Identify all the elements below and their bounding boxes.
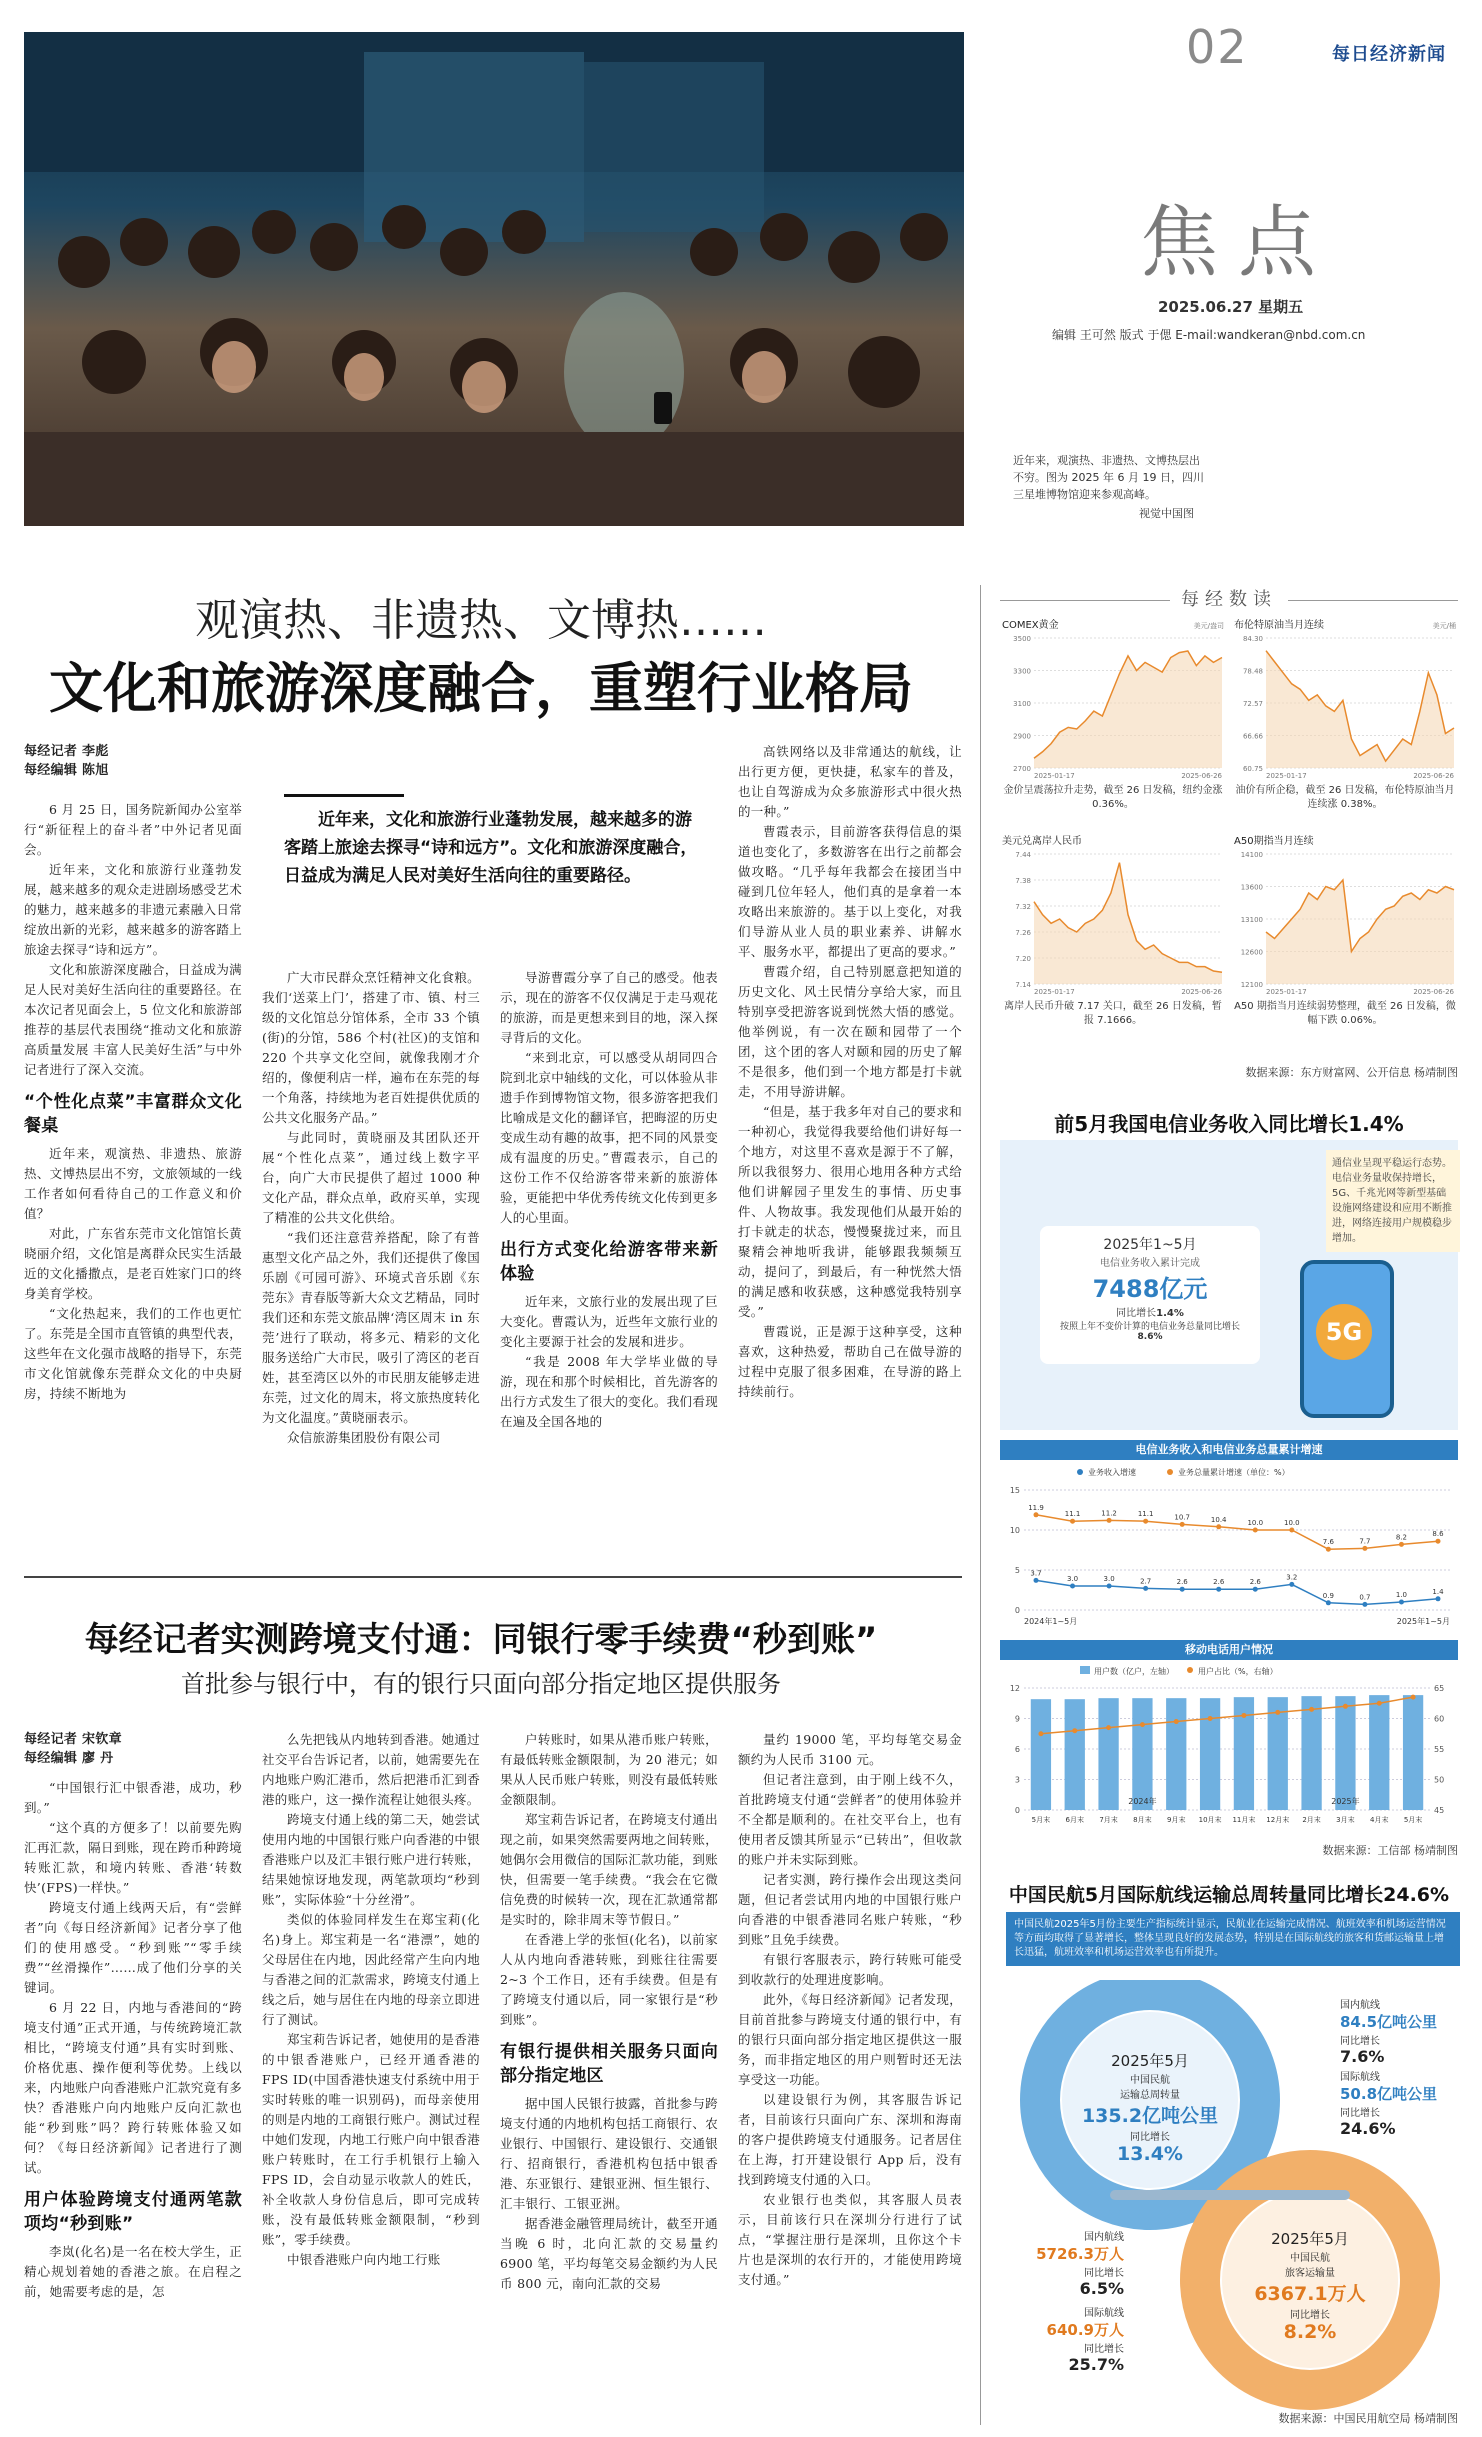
article2-col3: [500, 1730, 718, 2294]
photo-credit: 视觉中国图: [1139, 507, 1194, 520]
revenue-point: [1107, 1584, 1112, 1589]
intl-passengers: [1006, 2304, 1124, 2374]
y-tick-label: 2700: [1013, 765, 1031, 773]
revenue-point: [1436, 1596, 1441, 1601]
x-tick-label: 2025-01-17: [1266, 772, 1307, 780]
growth: 24.6%: [1340, 2119, 1396, 2138]
total-point: [1070, 1519, 1075, 1524]
y-tick-label: 15: [1009, 1486, 1020, 1495]
data-label: 10.0: [1284, 1519, 1300, 1527]
article1-kicker: 观演热、非遗热、文博热……: [195, 595, 767, 646]
market-chart: [1000, 616, 1226, 816]
y-tick-label: 9: [1014, 1714, 1020, 1724]
article2-subhead: 首批参与银行中，有的银行只面向部分指定地区提供服务: [181, 1670, 781, 1698]
article2-col4: [738, 1730, 962, 2290]
chart-title: 布伦特原油当月连续: [1234, 620, 1324, 631]
data-label: 11.1: [1064, 1510, 1081, 1519]
paragraph: 此外，《每日经济新闻》记者发现，目前首批参与跨境支付通的银行中，有的银行只面向部分指定地区提供这一服务，而非指定地区的用户则暂时还无法享受这一功能。: [738, 1992, 962, 2087]
paragraph: 跨境支付通上线两天后，有“尝鲜者”向《每日经济新闻》记者分享了他们的使用感受。“秒到账”“零手续费”“丝滑操作”……成了他们分享的关键词。: [24, 1900, 242, 1995]
paragraph: “我是 2008 年大学毕业做的导游，现在和那个时候相比，首先游客的出行方式发生了很大的变化。我们看现在遍及全国各地的: [500, 1354, 718, 1429]
intl-freight: [1340, 2068, 1458, 2138]
year-label: 2025年: [1331, 1797, 1360, 1806]
telecom-chart1-title: 电信业务收入和电信业务总量累计增速: [1000, 1440, 1458, 1460]
subheading: 用户体验跨境支付通两笔款项均“秒到账”: [24, 2190, 242, 2234]
paragraph: 记者实测，跨行操作会出现这类问题，但记者尝试用内地的中国银行账户向香港的中银香港同名账户转账，“秒到账”且免手续费。: [738, 1872, 962, 1947]
article1-col2: [262, 968, 480, 1448]
issue-date: 2025.06.27 星期五: [1158, 298, 1304, 316]
total-point: [1107, 1518, 1112, 1523]
data-label: 1.4: [1432, 1587, 1444, 1596]
subheading: 有银行提供相关服务只面向部分指定地区: [500, 2042, 718, 2086]
paragraph: 据香港金融管理局统计，截至开通当晚 6 时，北向汇款的交易量约 6900 笔，平均每笔交易金额约为人民币 800 元，南向汇款的交易: [500, 2216, 718, 2291]
paragraph: 6 月 22 日，内地与香港间的“跨境支付通”正式开通，与传统跨境汇款相比，“跨境支付通”具有实时到账、价格优惠、操作便利等优势。上线以来，内地账户向香港账户汇款究竟有多快？香港账户向内地账户反向汇款也能“秒到账”吗？跨行转账体验又如何？《每日经济新闻》记者进行了测试。: [24, 2000, 242, 2175]
article1-col1: [24, 742, 242, 1404]
share-line: [1041, 1697, 1413, 1734]
paragraph: “文化热起来，我们的工作也更忙了。东莞是全国市直管镇的典型代表，这些年在文化强市战略的指导下，东莞市文化馆就像东莞群众文化的中央厨房，持续不断地为: [24, 1306, 242, 1401]
revenue-point: [1362, 1602, 1367, 1607]
legend-label: 用户占比（%，右轴）: [1198, 1667, 1278, 1676]
x-tick-label: 4月末: [1370, 1816, 1389, 1824]
total-point: [1253, 1528, 1258, 1533]
value: 640.9万人: [1046, 2321, 1124, 2339]
chart-caption-text: 离岸人民币升破 7.17 关口，截至 26 日发稿，暂报 7.1666。: [1004, 1001, 1222, 1026]
value: 5726.3万人: [1036, 2245, 1124, 2263]
share-point: [1309, 1707, 1314, 1712]
y-tick-label: 14100: [1240, 851, 1263, 859]
chart-unit: 美元/盎司: [1193, 622, 1224, 630]
data-label: 1.0: [1395, 1591, 1408, 1599]
legend-label: 业务收入增速: [1088, 1468, 1136, 1477]
y-tick-label: 7.32: [1015, 903, 1031, 911]
y-tick-label: 3: [1014, 1775, 1020, 1785]
data-label: 3.0: [1103, 1575, 1115, 1583]
y-tick-label: 13600: [1240, 883, 1263, 892]
label: 同比增长: [1084, 2344, 1124, 2355]
summary-period: 2025年1~5月: [1103, 1237, 1197, 1253]
paragraph: 近年来，观演热、非遗热、旅游热、文博热层出不穷，文旅领域的一线工作者如何看待自己的工作意义和价值？: [24, 1146, 242, 1221]
revenue-point: [1216, 1587, 1221, 1592]
label: 运输总周转量: [1120, 2090, 1180, 2101]
paragraph: 跨境支付通上线的第二天，她尝试使用内地的中国银行账户向香港的中银香港账户以及汇丰银行账户进行转账，结果她惊讶地发现，两笔款项均“秒到账”，实际体验“十分丝滑”。: [262, 1812, 480, 1907]
share-point: [1343, 1704, 1348, 1709]
users-bar: [1031, 1699, 1051, 1810]
y-tick-label: 7.14: [1015, 981, 1031, 989]
total-point: [1436, 1539, 1441, 1544]
data-label: 11.1: [1137, 1510, 1154, 1519]
telecom-note: 通信业呈现平稳运行态势。电信业务量收保持增长，5G、千兆光网等新型基础设施网络建设和应用不断推进，网络连接用户规模稳步增加。: [1326, 1150, 1460, 1252]
y-tick-label: 2900: [1013, 732, 1031, 741]
paragraph: 对此，广东省东莞市文化馆馆长黄晓丽介绍，文化馆是离群众民实生活最近的文化播撒点，是老百姓家门口的终身美育学校。: [24, 1226, 242, 1301]
x-tick-label: 3月末: [1336, 1816, 1355, 1824]
x-tick-label: 2025-06-26: [1181, 988, 1222, 996]
total-point: [1399, 1542, 1404, 1547]
y-tick-label: 13100: [1240, 916, 1263, 924]
data-label: 3.0: [1066, 1575, 1079, 1583]
legend-label: 用户数（亿户，左轴）: [1094, 1667, 1174, 1676]
y-tick-label: 72.57: [1242, 700, 1263, 708]
y2-tick-label: 50: [1434, 1775, 1445, 1785]
lead-rule: [284, 794, 404, 797]
label: 国际航线: [1340, 2072, 1380, 2083]
total-point: [1362, 1546, 1367, 1551]
paragraph: 类似的体验同样发生在郑宝莉(化名)身上。郑宝莉是一名“港漂”，她的父母居住在内地，因此经常产生向内地与香港之间的汇款需求，跨境支付通上线之后，她与居住在内地的母亲立即进行了测试。: [262, 1912, 480, 2027]
paragraph: 李岚(化名)是一名在校大学生，正精心规划着她的香港之旅。在启程之前，她需要考虑的是，怎: [24, 2244, 242, 2299]
museum-crowd-photo: [24, 32, 964, 526]
paragraph: “中国银行汇中银香港，成功，秒到。”: [24, 1780, 242, 1815]
paragraph: 众信旅游集团股份有限公司: [287, 1430, 441, 1445]
chart-caption-text: 金价呈震荡拉升走势，截至 26 日发稿，纽约金涨 0.36%。: [1003, 785, 1223, 810]
share-point: [1072, 1728, 1077, 1733]
paragraph: 有银行客服表示，跨行转账可能受到收款行的处理进度影响。: [738, 1952, 962, 1987]
users-bar: [1335, 1696, 1355, 1810]
markets-header-rule: [1288, 600, 1458, 601]
x-tick-label: 9月末: [1167, 1816, 1186, 1824]
label: 中国民航: [1290, 2253, 1330, 2264]
label: 同比增长: [1340, 2108, 1380, 2119]
users-bar: [1369, 1695, 1389, 1810]
x-tick-label: 11月末: [1232, 1816, 1256, 1824]
revenue-point: [1253, 1587, 1258, 1592]
section-divider: [24, 1576, 962, 1578]
share-point: [1106, 1725, 1111, 1730]
newspaper-name: 每日经济新闻: [1332, 44, 1446, 65]
article2-col1: [24, 1730, 242, 2302]
x-tick-label: 2025-06-26: [1413, 772, 1454, 780]
y-tick-label: 7.26: [1015, 929, 1031, 937]
chart-caption-text: 油价有所企稳，截至 26 日发稿，布伦特原油当月连续涨 0.38%。: [1235, 785, 1455, 810]
domestic-passengers: [1006, 2228, 1124, 2298]
runway: [1110, 2190, 1350, 2200]
x-tick-label: 8月末: [1133, 1816, 1152, 1824]
total-point: [1034, 1512, 1039, 1517]
freight-summary: [1065, 2050, 1235, 2165]
users-bar: [1166, 1698, 1186, 1810]
total-value: 8.6%: [1137, 1332, 1163, 1342]
chart-caption: [1000, 784, 1226, 816]
growth: 8.2%: [1283, 2321, 1337, 2343]
series-area: [1034, 651, 1222, 768]
revenue-point: [1070, 1584, 1075, 1589]
subheading: 出行方式变化给游客带来新体验: [500, 1240, 718, 1284]
aviation-intro: 中国民航2025年5月份主要生产指标统计显示，民航业在运输完成情况、航班效率和机场运营情况等方面均取得了显著增长，整体呈现良好的发展态势，特别是在国际航线的旅客和货邮运输量上增长迅猛，航班效率和机场运营效率也有所提升。: [1006, 1912, 1460, 1966]
x-tick-label: 6月末: [1065, 1816, 1084, 1824]
paragraph: 郑宝莉告诉记者，在跨境支付通出现之前，如果突然需要两地之间转账，她偶尔会用微信的国际汇款功能，到账快，但需要一笔手续费。“我会在它微信免费的时候转一次，现在汇款通常都是实时的，除非周末等节假日。”: [500, 1812, 718, 1927]
revenue-point: [1399, 1600, 1404, 1605]
paragraph: 6 月 25 日，国务院新闻办公室举行“新征程上的奋斗者”中外记者见面会。: [24, 802, 242, 857]
data-label: 10.0: [1247, 1519, 1264, 1527]
x-tick-label: 10月末: [1198, 1816, 1222, 1824]
y-tick-label: 0: [1014, 1606, 1020, 1615]
users-bar: [1098, 1698, 1118, 1810]
reporter-byline: 每经记者 宋钦章 每经编辑 廖 丹: [24, 1732, 122, 1766]
y-tick-label: 0: [1014, 1806, 1020, 1815]
telecom-summary-box: [1040, 1226, 1260, 1364]
value: 6367.1万人: [1254, 2283, 1366, 2305]
y-tick-label: 60.75: [1242, 765, 1263, 773]
data-label: 2.6: [1213, 1578, 1225, 1587]
paragraph: 广大市民群众烹饪精神文化食粮。我们‘送菜上门’，搭建了市、镇、村三级的文化馆总分馆体系，全市 33 个镇(街)的分馆，586 个村(社区)的支馆和 220 个共享文化空间，就像我刚才介绍的，像便利店一样，遍布在东莞的每一个角落，持续地为老百姓提供优质的公共文化服务产品。”: [262, 970, 480, 1125]
y2-tick-label: 45: [1434, 1806, 1445, 1815]
telecom-headline: 前5月我国电信业务收入同比增长1.4%: [1054, 1112, 1404, 1136]
reporter-byline: 每经记者 李彪 每经编辑 陈旭: [24, 744, 109, 778]
data-label: 0.7: [1359, 1593, 1371, 1602]
revenue-point: [1034, 1578, 1039, 1583]
revenue-point: [1143, 1586, 1148, 1591]
growth-label: 同比增长: [1116, 1308, 1157, 1319]
data-label: 2.7: [1140, 1577, 1152, 1586]
chart-title: COMEX黄金: [1002, 620, 1059, 631]
paragraph: 么先把钱从内地转到香港。她通过社交平台告诉记者，以前，她需要先在内地账户购汇港币，然后把港币汇到香港的账户，这一操作流程让她很头疼。: [262, 1732, 480, 1807]
x-tick-label: 2025-06-26: [1181, 772, 1222, 780]
revenue-point: [1289, 1582, 1294, 1587]
data-label: 7.7: [1359, 1537, 1371, 1546]
aviation-source: 数据来源：中国民用航空局 杨靖制图: [1278, 2412, 1458, 2425]
article1-lead: 近年来，文化和旅游行业蓬勃发展，越来越多的游客踏上旅途去探寻“诗和远方”。文化和旅游深度融合，日益成为满足人民对美好生活向往的重要路径。: [284, 810, 698, 886]
data-label: 7.6: [1322, 1538, 1334, 1547]
value: 50.8亿吨公里: [1340, 2085, 1438, 2103]
markets-source: 数据来源：东方财富网、公开信息 杨靖制图: [1245, 1066, 1458, 1079]
article1-col4: [738, 742, 962, 1402]
share-point: [1241, 1713, 1246, 1718]
data-label: 2.6: [1176, 1578, 1188, 1587]
summary-value: 7488亿元: [1092, 1275, 1208, 1303]
share-point: [1411, 1695, 1416, 1700]
paragraph: “这个真的方便多了！以前要先购汇再汇款，隔日到账，现在跨币种跨境转账汇款，和境内转账、香港‘转数快’(FPS)一样快。”: [24, 1820, 242, 1895]
chart-caption-text: A50 期指当月连续弱势整理，截至 26 日发稿，微幅下跌 0.06%。: [1234, 1001, 1456, 1026]
chart-caption: [1000, 1000, 1226, 1032]
total-point: [1180, 1522, 1185, 1527]
sidebar-divider: [980, 585, 981, 2425]
label: 国内航线: [1340, 2000, 1380, 2011]
label: 同比增长: [1084, 2268, 1124, 2279]
y-tick-label: 3500: [1013, 635, 1031, 643]
market-chart: [1000, 832, 1226, 1032]
section-title: 焦点: [1140, 198, 1337, 288]
paragraph: 近年来，文旅行业的发展出现了巨大变化。曹霞认为，近些年文旅行业的变化主要源于社会的发展和进步。: [500, 1294, 718, 1349]
page-number: 02: [1186, 20, 1249, 74]
paragraph: 高铁网络以及非常通达的航线，让出行更方便，更快捷，私家车的普及，也让自驾游成为众多旅游形式中很火热的一种。”: [738, 744, 962, 819]
revenue-line: [1036, 1580, 1438, 1604]
x-tick-label: 5月末: [1031, 1816, 1051, 1824]
y-tick-label: 66.66: [1242, 732, 1263, 741]
total-point: [1289, 1528, 1294, 1533]
summary-label: 电信业务收入累计完成: [1100, 1258, 1200, 1269]
markets-header: 每经数读: [1181, 589, 1277, 610]
label: 国内航线: [1084, 2232, 1124, 2243]
market-chart: [1232, 832, 1458, 1032]
x-tick-label: 2025-01-17: [1266, 988, 1307, 996]
paragraph: 导游曹霞分享了自己的感受。他表示，现在的游客不仅仅满足于走马观花的旅游，而是更想来到目的地，深入探寻背后的文化。: [500, 970, 718, 1045]
telecom-chart2-title: 移动电话用户情况: [1000, 1640, 1458, 1660]
market-chart: [1232, 616, 1458, 816]
y-tick-label: 12: [1009, 1684, 1020, 1693]
y-tick-label: 10: [1009, 1526, 1020, 1535]
y-tick-label: 12600: [1240, 948, 1263, 957]
growth: 25.7%: [1068, 2355, 1124, 2374]
y2-tick-label: 55: [1434, 1745, 1445, 1754]
paragraph: 曹霞介绍，自己特别愿意把知道的历史文化、风土民情分享给大家，而且特别享受把游客说到恍然大悟的感觉。他举例说，有一次在颐和园带了一个团，这个团的客人对颐和园的历史了解不是很多，他们到一个地方都是打卡就走，不用导游讲解。: [738, 964, 962, 1099]
passenger-summary: [1225, 2228, 1395, 2343]
photo-caption: 近年来，观演热、非遗热、文博热层出不穷。图为 2025 年 6 月 19 日，四川三星堆博物馆迎来参观高峰。: [1013, 454, 1204, 501]
y-tick-label: 84.30: [1242, 635, 1263, 643]
year-label: 2024年: [1128, 1797, 1157, 1806]
growth-value: 1.4%: [1156, 1308, 1184, 1319]
editor-line: 编辑 王可然 版式 于偲 E-mail:wandkeran@nbd.com.cn: [1052, 328, 1366, 342]
period: 2025年5月: [1271, 2230, 1349, 2248]
x-tick-label: 2024年1~5月: [1024, 1617, 1078, 1626]
y-tick-label: 7.44: [1015, 851, 1031, 859]
series-area: [1266, 880, 1454, 984]
data-label: 8.2: [1395, 1533, 1408, 1542]
value: 84.5亿吨公里: [1340, 2013, 1438, 2031]
x-tick-label: 2025-01-17: [1034, 772, 1075, 780]
x-tick-label: 7月末: [1099, 1816, 1118, 1824]
data-label: 8.6: [1432, 1530, 1444, 1539]
label: 旅客运输量: [1285, 2268, 1335, 2279]
growth: 6.5%: [1079, 2279, 1124, 2298]
article2-col2: [262, 1730, 480, 2270]
label: 同比增长: [1340, 2036, 1380, 2047]
data-label: 3.2: [1286, 1573, 1298, 1582]
data-label: 10.7: [1174, 1513, 1190, 1522]
paragraph: 曹霞说，正是源于这种享受，这种喜欢，这种热爱，帮助自己在做导游的过程中克服了很多困难，在导游的路上持续前行。: [738, 1324, 962, 1399]
5g-badge: 5G: [1316, 1304, 1372, 1360]
legend-marker: [1080, 1666, 1090, 1674]
article2-headline: 每经记者实测跨境支付通：同银行零手续费“秒到账”: [84, 1620, 878, 1660]
paragraph: 文化和旅游深度融合，日益成为满足人民对美好生活向往的重要路径。在本次记者见面会上，5 位文化和旅游部推荐的基层代表围绕“推动文化和旅游高质量发展 丰富人民美好生活”与中外记者进行了深入交流。: [24, 962, 242, 1077]
share-point: [1140, 1722, 1145, 1727]
y-tick-label: 78.48: [1242, 667, 1263, 676]
share-point: [1208, 1716, 1213, 1721]
phone-illustration: [1300, 1260, 1394, 1418]
data-label: 0.9: [1322, 1591, 1334, 1600]
growth-chart-svg: [1000, 1460, 1458, 1640]
paragraph: 郑宝莉告诉记者，她使用的是香港的中银香港账户，已经开通香港的 FPS ID(中国香港快速支付系统中用于实时转账的唯一识别码)，而母亲使用的则是内地的工商银行账户。测试过程中她们发现，内地工行账户向中银香港账户转账时，在工行手机银行上输入 FPS ID，会自动显示收款人的姓氏，补全收款人身份信息后，即可完成转账，没有最低转账金额限制，“秒到账”，零手续费。: [262, 2032, 480, 2247]
paragraph: 中银香港账户向内地工行账: [287, 2252, 441, 2267]
legend-marker: [1077, 1469, 1083, 1475]
chart-caption: [1232, 784, 1458, 816]
users-bar: [1200, 1698, 1220, 1810]
users-bar: [1301, 1696, 1321, 1810]
x-tick-label: 2025年1~5月: [1396, 1617, 1450, 1626]
x-tick-label: 5月末: [1403, 1816, 1423, 1824]
revenue-point: [1180, 1587, 1185, 1592]
paragraph: “但是，基于我多年对自己的要求和一种初心，我觉得我要给他们讲好每一个地方，对这里不喜欢是源于不了解，所以我很努力、很用心地用各种方式给他们讲解园子里发生的事情、历史事件、人物故事。我发现他们从最开始的打卡就走的状态，慢慢聚拢过来，而且聚精会神地听我讲，能够跟我频频互动，提问了，到最后，有一种恍然大悟的满足感和收获感，这种感觉我特别享受。”: [738, 1104, 962, 1319]
paragraph: 曹霞表示，目前游客获得信息的渠道也变化了，多数游客在出行之前都会做攻略。“几乎每年我都会在接团当中碰到几位年轻人，他们真的是拿着一本攻略出来旅游的。基于以上变化，对我们导游从业人员的职业素养、讲解水平、服务水平，都提出了更高的要求。”: [738, 824, 962, 959]
y-tick-label: 12100: [1240, 981, 1263, 989]
article1-col3: [500, 968, 718, 1432]
chart-unit: 美元/桶: [1432, 622, 1456, 630]
series-area: [1266, 651, 1454, 768]
paragraph: 据中国人民银行披露，首批参与跨境支付通的内地机构包括工商银行、农业银行、中国银行、建设银行、交通银行、招商银行，香港机构包括中银香港、东亚银行、建银亚洲、恒生银行、汇丰银行、工银亚洲。: [500, 2096, 718, 2211]
label: 中国民航: [1130, 2075, 1170, 2086]
data-label: 11.9: [1028, 1503, 1044, 1512]
paragraph: 近年来，文化和旅游行业蓬勃发展，越来越多的观众走进剧场感受艺术的魅力，越来越多的非遗元素融入日常绽放出新的光彩，越来越多的游客踏上旅途去探寻“诗和远方”。: [24, 862, 242, 957]
chart-caption: [1232, 1000, 1458, 1032]
data-label: 11.2: [1101, 1509, 1117, 1518]
label: 同比增长: [1290, 2310, 1330, 2321]
legend-label: 业务总量累计增速（单位：%）: [1178, 1468, 1290, 1477]
value: 135.2亿吨公里: [1081, 2105, 1219, 2127]
paragraph: 在香港上学的张恒(化名)，以前家人从内地向香港转账，到账往往需要 2~3 个工作日，还有手续费。但是有了跨境支付通以后，同一家银行是“秒到账”。: [500, 1932, 718, 2027]
share-point: [1174, 1719, 1179, 1724]
legend-marker: [1187, 1667, 1193, 1673]
paragraph: “来到北京，可以感受从胡同四合院到北京中轴线的文化，可以体验从非遗手作到博物馆文物，很多游客把我们比喻成是文化的翻译官，把晦涩的历史变成生动有趣的故事，把不同的风景变成有温度的历史。”曹霞表示，自己的这份工作不仅给游客带来新的旅游体验，更能把中华优秀传统文化传到更多人的心里面。: [500, 1050, 718, 1225]
y2-tick-label: 65: [1434, 1684, 1445, 1693]
label: 国际航线: [1084, 2308, 1124, 2319]
x-tick-label: 2月末: [1302, 1816, 1321, 1824]
total-point: [1216, 1524, 1221, 1529]
total-point: [1143, 1519, 1148, 1524]
total-label: 按照上年不变价计算的电信业务总量同比增长: [1059, 1322, 1240, 1332]
y-tick-label: 7.38: [1015, 877, 1031, 885]
growth: 13.4%: [1117, 2143, 1183, 2165]
x-tick-label: 2025-01-17: [1034, 988, 1075, 996]
telecom-source: 数据来源：工信部 杨靖制图: [1322, 1844, 1458, 1857]
paragraph: 农业银行也类似，其客服人员表示，目前该行只在深圳分行进行了试点，“掌握注册行是深圳，且你这个卡片也是深圳的农行开的，才能使用跨境支付通。”: [738, 2192, 962, 2287]
paragraph: 但记者注意到，由于刚上线不久，首批跨境支付通“尝鲜者”的使用体验并不全都是顺利的。在社交平台上，也有使用者反馈其所显示“已转出”，但收款的账户并未实际到账。: [738, 1772, 962, 1867]
y2-tick-label: 60: [1434, 1714, 1445, 1724]
domestic-freight: [1340, 1996, 1458, 2066]
x-tick-label: 2025-06-26: [1413, 988, 1454, 996]
legend-marker: [1167, 1469, 1173, 1475]
period: 2025年5月: [1111, 2052, 1189, 2070]
revenue-point: [1326, 1600, 1331, 1605]
data-label: 3.7: [1030, 1569, 1042, 1578]
users-bar: [1065, 1699, 1085, 1810]
total-point: [1326, 1547, 1331, 1552]
markets-header-rule: [1000, 600, 1170, 601]
paragraph: 量约 19000 笔，平均每笔交易金额约为人民币 3100 元。: [738, 1732, 962, 1767]
y-tick-label: 5: [1014, 1566, 1020, 1575]
y-tick-label: 6: [1014, 1745, 1020, 1754]
paragraph: 户转账时，如果从港币账户转账，有最低转账金额限制，为 20 港元；如果从人民币账户转账，则没有最低转账金额限制。: [500, 1732, 718, 1807]
users-bar: [1403, 1695, 1423, 1810]
paragraph: 以建设银行为例，其客服告诉记者，目前该行只面向广东、深圳和海南的客户提供跨境支付通服务。记者居住在上海，打开建设银行 App 后，没有找到跨境支付通的入口。: [738, 2092, 962, 2187]
total-line: [1036, 1515, 1438, 1549]
paragraph: “我们还注意营养搭配，除了有普惠型文化产品之外，我们还提供了像国乐剧《可园可游》、环境式音乐剧《东莞东》青春版等新大众文艺精品，同时我们还和东莞文旅品牌‘湾区周末 in 东莞’进行了联动，将多元、精彩的文化服务送给广大市民，吸引了湾区的老百姓，甚至湾区以外的市民朋友能够走进东莞，过文化的周末，将文旅热度转化为文化温度。”黄晓丽表示。: [262, 1230, 480, 1425]
share-point: [1038, 1731, 1043, 1736]
subheading: “个性化点菜”丰富群众文化餐桌: [24, 1092, 242, 1136]
article1-headline: 文化和旅游深度融合，重塑行业格局: [49, 657, 913, 720]
data-label: 10.4: [1210, 1515, 1227, 1524]
x-tick-label: 12月末: [1266, 1816, 1290, 1824]
users-chart-svg: [1000, 1660, 1458, 1840]
paragraph: 与此同时，黄晓丽及其团队还开展“个性化点菜”，通过线上数字平台，向广大市民提供了超过 1000 种文化产品，群众点单，政府买单，实现了精准的公共文化供给。: [262, 1130, 480, 1225]
aviation-headline: 中国民航5月国际航线运输总周转量同比增长24.6%: [1008, 1884, 1450, 1906]
chart-title: A50期指当月连续: [1234, 836, 1314, 847]
share-point: [1377, 1701, 1382, 1706]
data-label: 2.6: [1249, 1578, 1261, 1587]
share-point: [1275, 1710, 1280, 1715]
y-tick-label: 3300: [1013, 667, 1031, 676]
y-tick-label: 3100: [1013, 700, 1031, 708]
y-tick-label: 7.20: [1015, 955, 1031, 963]
label: 同比增长: [1130, 2132, 1170, 2143]
chart-title: 美元兑离岸人民币: [1002, 836, 1082, 847]
growth: 7.6%: [1340, 2047, 1385, 2066]
users-bar: [1132, 1698, 1152, 1810]
